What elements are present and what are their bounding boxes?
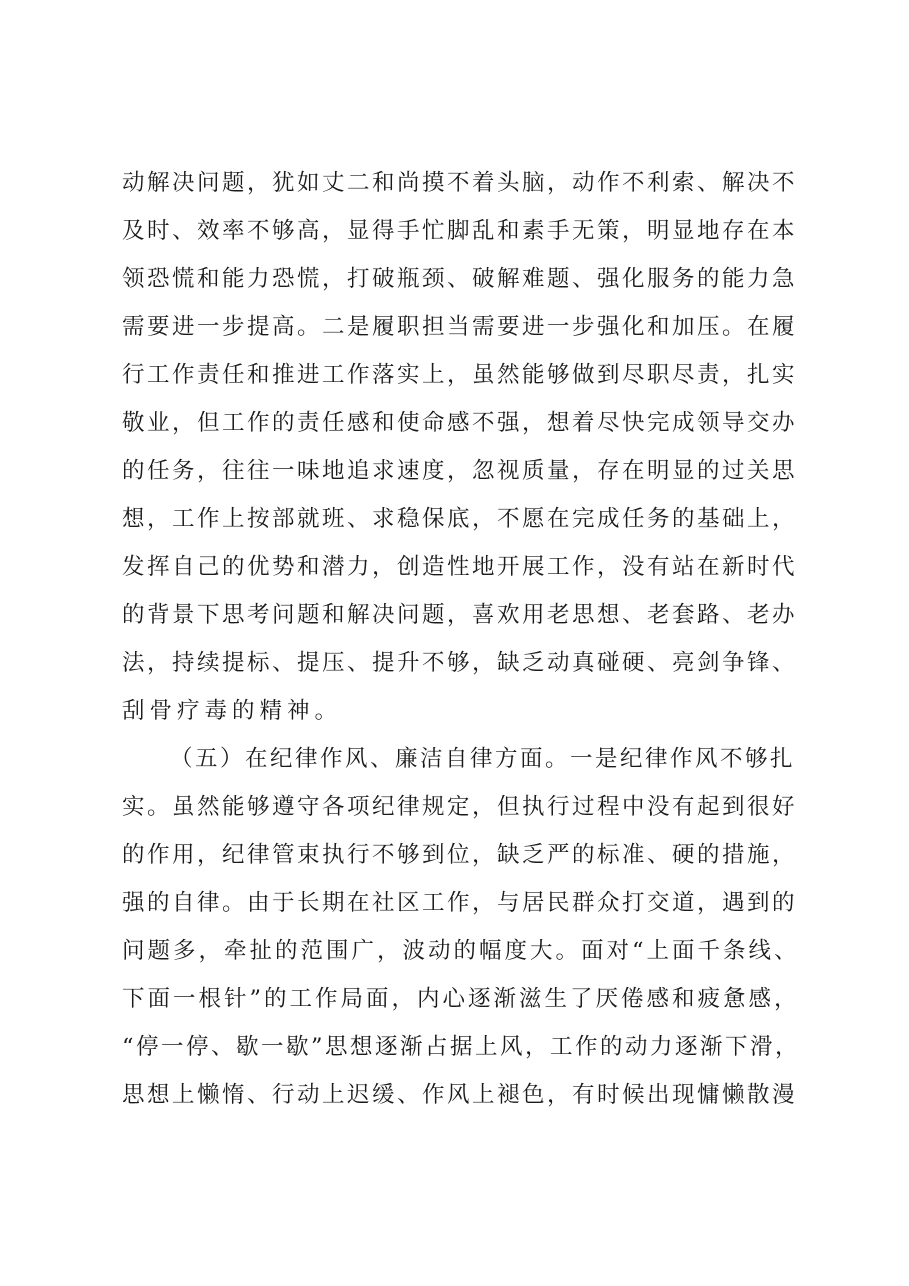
text-line: “停一停、歇一歇”思想逐渐占据上风，工作的动力逐渐下滑， xyxy=(122,1034,801,1060)
text-line: 实。虽然能够遵守各项纪律规定，但执行过程中没有起到很好 xyxy=(122,794,798,820)
text-line: 想，工作上按部就班、求稳保底，不愿在完成任务的基础上， xyxy=(122,506,798,532)
text-line: 及时、效率不够高，显得手忙脚乱和素手无策，明显地存在本 xyxy=(122,218,798,244)
text-line: 的任务，往往一味地追求速度，忽视质量，存在明显的过关思 xyxy=(122,458,798,484)
text-line: 动解决问题，犹如丈二和尚摸不着头脑，动作不利索、解决不 xyxy=(122,170,798,196)
text-line: 领恐慌和能力恐慌，打破瓶颈、破解难题、强化服务的能力急 xyxy=(122,266,798,292)
text-line: 的背景下思考问题和解决问题，喜欢用老思想、老套路、老办 xyxy=(122,602,798,628)
text-line: 发挥自己的优势和潜力，创造性地开展工作，没有站在新时代 xyxy=(122,554,798,580)
paragraph-heading-line: （五）在纪律作风、廉洁自律方面。一是纪律作风不够扎 xyxy=(170,746,796,772)
text-line: 问题多，牵扯的范围广，波动的幅度大。面对“上面千条线、 xyxy=(122,938,800,964)
text-line: 法，持续提标、提压、提升不够，缺乏动真碰硬、亮剑争锋、 xyxy=(122,650,798,676)
text-line: 下面一根针”的工作局面，内心逐渐滋生了厌倦感和疲惫感， xyxy=(122,986,800,1012)
text-line: 强的自律。由于长期在社区工作，与居民群众打交道，遇到的 xyxy=(122,890,798,916)
text-line: 需要进一步提高。二是履职担当需要进一步强化和加压。在履 xyxy=(122,314,798,340)
text-line: 敬业，但工作的责任感和使命感不强，想着尽快完成领导交办 xyxy=(122,410,798,436)
text-line: 刮骨疗毒的精神。 xyxy=(122,698,343,724)
text-line: 行工作责任和推进工作落实上，虽然能够做到尽职尽责，扎实 xyxy=(122,362,798,388)
text-line: 思想上懒惰、行动上迟缓、作风上褪色，有时候出现慵懒散漫 xyxy=(122,1082,798,1108)
text-line: 的作用，纪律管束执行不够到位，缺乏严的标准、硬的措施， xyxy=(122,842,798,868)
